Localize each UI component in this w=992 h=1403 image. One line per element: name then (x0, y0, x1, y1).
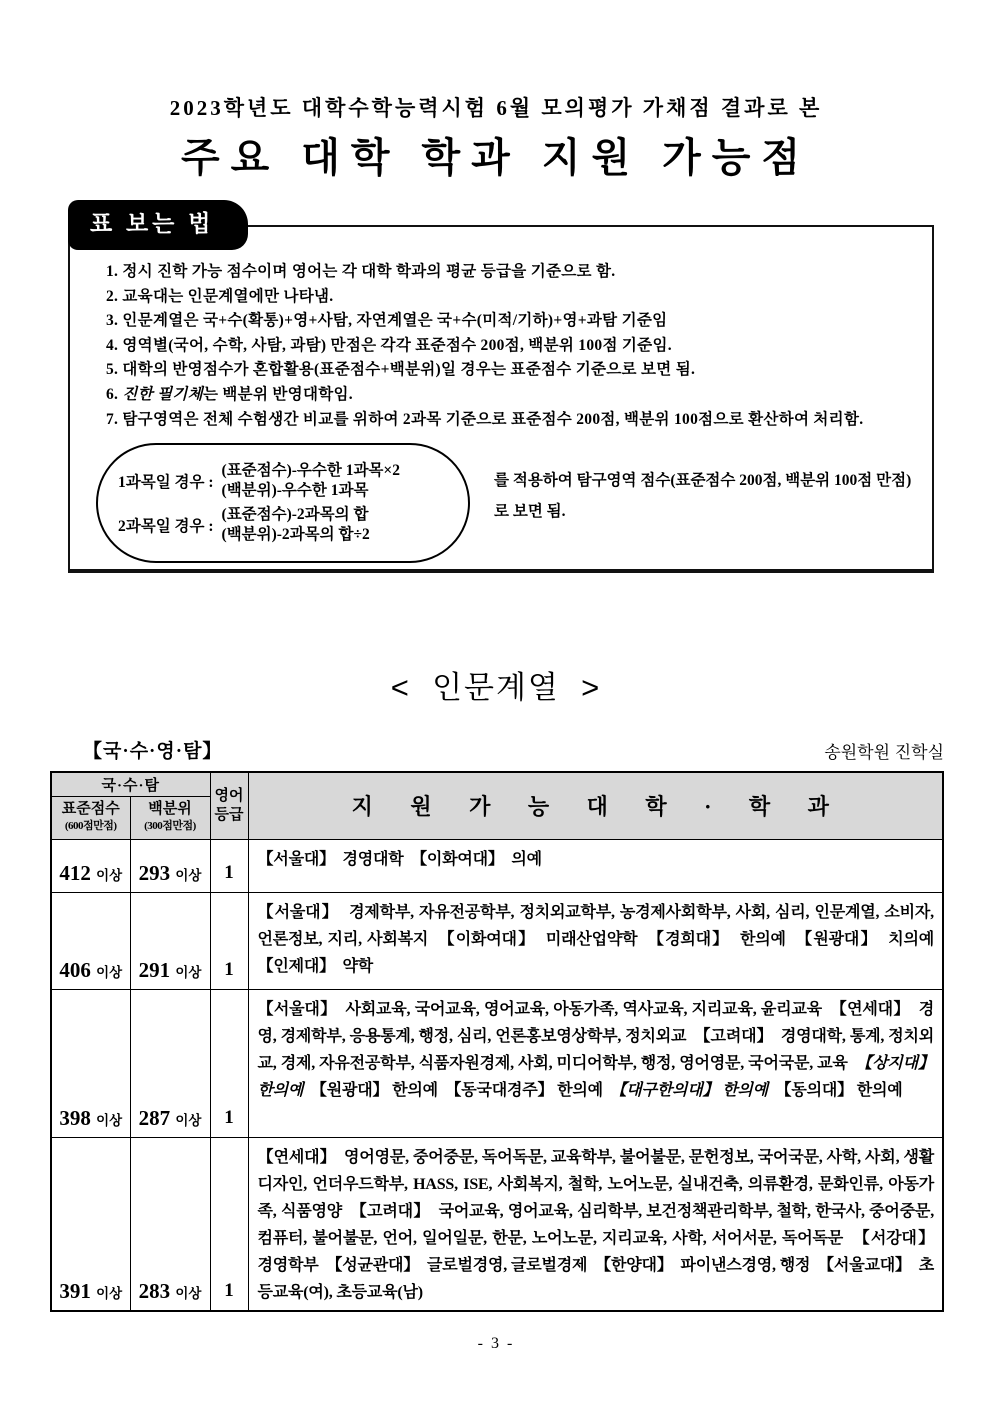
score-suffix: 이상 (175, 964, 202, 980)
section-heading-humanities: < 인문계열 > (390, 670, 602, 705)
formula-case-label: 2과목일 경우 : (118, 518, 214, 535)
score-row (51, 839, 943, 892)
score-row (51, 1137, 943, 1311)
note-1: 1. 정시 진학 가능 점수이며 영어는 각 대학 학과의 평균 등급을 기준으로 함. (106, 263, 616, 280)
col-header-standard-score (51, 796, 130, 839)
standard-score-cell (51, 892, 130, 989)
col-header-percentile (130, 796, 210, 839)
subject-combination-label: 【국·수·영·탐】 (83, 741, 223, 762)
note-2: 2. 교육대는 인문계열에만 나타냄. (106, 287, 334, 305)
score-row (51, 989, 943, 1137)
page-number: - 3 - (477, 1335, 515, 1352)
note-5: 5. 대학의 반영점수가 혼합활용(표준점수+백분위)일 경우는 표준점수 기준으로 보면 됨. (106, 361, 696, 379)
percentile-max: (300점만점) (144, 819, 196, 832)
score-suffix: 이상 (175, 867, 202, 883)
formula-case-two-subjects (118, 505, 468, 545)
percentile-cell (130, 989, 210, 1137)
how-to-read-box (68, 211, 934, 573)
admission-score-table (50, 771, 944, 1312)
formula-case-label: 1과목일 경우 : (118, 474, 214, 491)
english-grade-cell: 1 (210, 839, 248, 892)
formula-line: (표준점수)-2과목의 합 (221, 506, 369, 523)
how-to-read-label: 표 보는 법 (68, 200, 248, 250)
standard-score-max: (600점만점) (64, 819, 117, 832)
score-suffix: 이상 (96, 1285, 123, 1301)
score-value: 293 (138, 860, 171, 885)
eligible-universities-cell: 【서울대】 경영대학 【이화여대】 의예 (248, 839, 943, 892)
formula-line: (백분위)-우수한 1과목 (221, 482, 369, 499)
formula-case-lines (222, 461, 400, 501)
standard-score-cell (51, 1137, 130, 1311)
document-subtitle: 2023학년도 대학수학능력시험 6월 모의평가 가채점 결과로 본 (169, 96, 823, 120)
percentile-cell (130, 892, 210, 989)
col-header-english-grade (210, 772, 248, 839)
tamgu-formula-section (96, 443, 924, 563)
score-value: 398 (59, 1105, 91, 1130)
standard-score-cell (51, 989, 130, 1137)
formula-line: (표준점수)-우수한 1과목×2 (221, 462, 400, 479)
score-value: 391 (59, 1278, 91, 1303)
percentile-label: 백분위 (148, 800, 192, 817)
standard-score-label: 표준점수 (61, 800, 120, 817)
note-3: 3. 인문계열은 국+수(확통)+영+사탐, 자연계열은 국+수(미적/기하)+영+과탐 기준임 (106, 312, 668, 330)
academy-credit-label: 송원학원 진학실 (824, 743, 944, 762)
eligible-universities-cell: 【서울대】 경제학부, 자유전공학부, 정치외교학부, 농경제사회학부, 사회, 심리, 인문계열, 소비자, 언론정보, 지리, 사회복지 【이화여대】 미래산업약학 【경희대】 한의예 【원광대】 치의예 【인제대】 약학 (248, 892, 943, 989)
note-6: 6. 진한 필기체는 백분위 반영대학임. (106, 385, 353, 403)
score-suffix: 이상 (96, 867, 123, 883)
document-title: 주요 대학 학과 지원 가능점 (180, 135, 812, 180)
score-suffix: 이상 (175, 1112, 202, 1128)
formula-oval (96, 443, 470, 563)
english-grade-cell: 1 (210, 892, 248, 989)
standard-score-cell (51, 839, 130, 892)
score-suffix: 이상 (175, 1285, 202, 1301)
note-4: 4. 영역별(국어, 수학, 사탐, 과탐) 만점은 각각 표준점수 200점, 백분위 100점 기준임. (106, 336, 672, 354)
formula-case-one-subject (118, 461, 468, 501)
score-value: 291 (138, 957, 171, 982)
formula-case-lines (222, 505, 370, 545)
table-meta (50, 736, 944, 763)
table-header (51, 772, 943, 839)
percentile-cell (130, 1137, 210, 1311)
eligible-universities-cell: 【서울대】 사회교육, 국어교육, 영어교육, 아동가족, 역사교육, 지리교육, 윤리교육 【연세대】 경영, 경제학부, 응용통계, 행정, 심리, 언론홍보영상학부, 정치외교 【고려대】 경영대학, 통계, 정치외교, 경제, 자유전공학부, 식품자원경제, 사회, 미디어학부, 행정, 영어영문, 국어국문, 교육 【상지대】 한의예 【원광대】 한의예 【동국대경주】 한의예 【대구한의대】 한의예 【동의대】 한의예 (248, 989, 943, 1137)
notes-list (106, 260, 918, 432)
col-header-majors: 지 원 가 능 대 학 · 학 과 (248, 772, 943, 839)
english-label-line2: 등급 (214, 806, 244, 823)
score-row (51, 892, 943, 989)
score-value: 287 (138, 1105, 171, 1130)
english-grade-cell: 1 (210, 989, 248, 1137)
score-value: 412 (59, 860, 91, 885)
col-header-kor-math-tamgu: 국·수·탐 (51, 772, 210, 796)
score-suffix: 이상 (96, 964, 123, 980)
note-7: 7. 탐구영역은 전체 수험생간 비교를 위하여 2과목 기준으로 표준점수 200점, 백분위 100점으로 환산하여 처리함. (106, 410, 864, 428)
formula-line: (백분위)-2과목의 합÷2 (221, 526, 370, 543)
eligible-universities-cell: 【연세대】 영어영문, 중어중문, 독어독문, 교육학부, 불어불문, 문헌정보, 국어국문, 사학, 사회, 생활디자인, 언더우드학부, HASS, ISE, 사회복지, 철학, 노어노문, 실내건축, 의류환경, 문화인류, 아동가족, 식품영양 【고려대】 국어교육, 영어교육, 심리학부, 보건정책관리학부, 철학, 한국사, 중어중문, 컴퓨터, 불어불문, 언어, 일어일문, 한문, 노어노문, 지리교육, 사학, 서어서문, 독어독문 【서강대】 경영학부 【성균관대】 글로벌경영, 글로벌경제 【한양대】 파이낸스경영, 행정 【서울교대】 초등교육(여), 초등교육(남) (248, 1137, 943, 1311)
formula-side-text: 를 적용하여 탐구영역 점수(표준점수 200점, 백분위 100점 만점)로 보면 됨. (494, 472, 912, 520)
score-value: 406 (59, 957, 91, 982)
score-suffix: 이상 (96, 1112, 123, 1128)
score-value: 283 (138, 1278, 171, 1303)
percentile-cell (130, 839, 210, 892)
english-label-line1: 영어 (214, 787, 244, 804)
english-grade-cell: 1 (210, 1137, 248, 1311)
